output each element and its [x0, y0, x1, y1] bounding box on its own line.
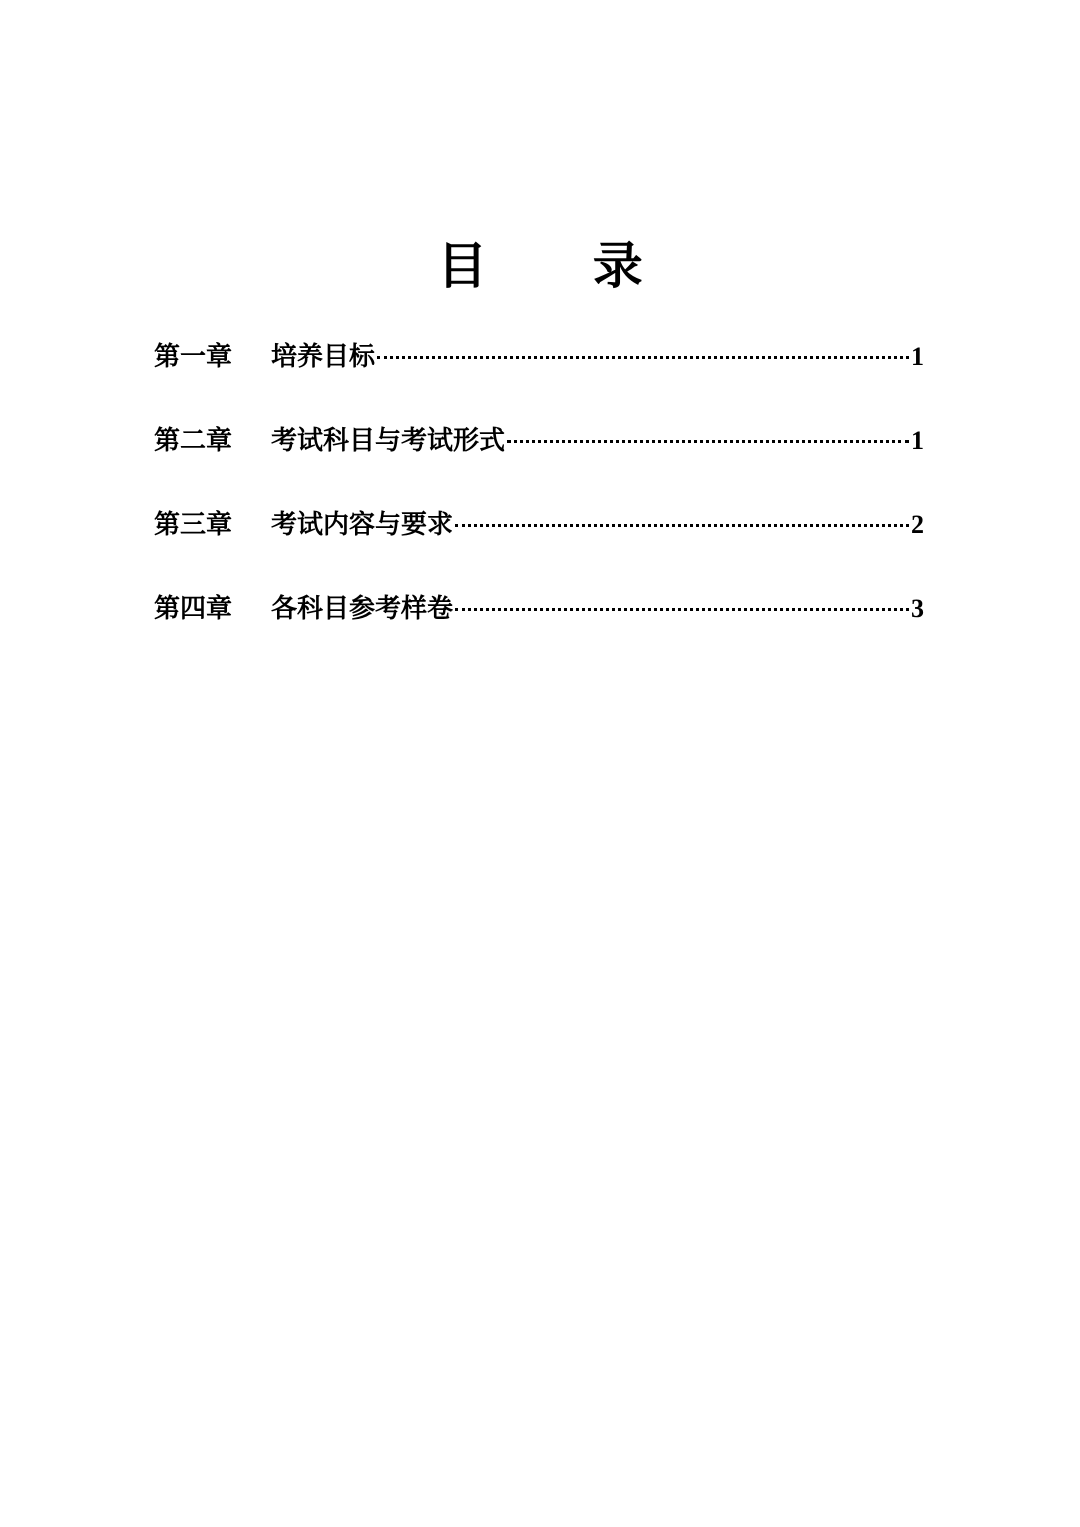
toc-page-number: 3 [911, 594, 924, 623]
dot-leader [455, 524, 909, 527]
toc-entry[interactable] [154, 336, 924, 378]
toc-entry[interactable] [154, 588, 924, 630]
toc-chapter-number: 第二章 [154, 426, 233, 456]
toc-page-number: 1 [911, 342, 924, 371]
page-title: 目 录 [437, 236, 687, 295]
toc-entry-label: 培养目标 [271, 342, 376, 372]
dot-leader [377, 356, 909, 359]
toc-chapter-number: 第三章 [154, 510, 233, 540]
toc-chapter-number: 第一章 [154, 342, 233, 372]
dot-leader [455, 608, 909, 611]
toc-page-number: 2 [911, 510, 924, 539]
toc-page-number: 1 [911, 426, 924, 455]
toc-entry[interactable] [154, 420, 924, 462]
toc-entry-label: 考试内容与要求 [271, 510, 454, 540]
toc-entry-label: 考试科目与考试形式 [271, 426, 506, 456]
toc-entry-label: 各科目参考样卷 [271, 594, 454, 624]
dot-leader [507, 440, 909, 443]
toc-entry[interactable] [154, 504, 924, 546]
table-of-contents [154, 336, 924, 672]
toc-chapter-number: 第四章 [154, 594, 233, 624]
